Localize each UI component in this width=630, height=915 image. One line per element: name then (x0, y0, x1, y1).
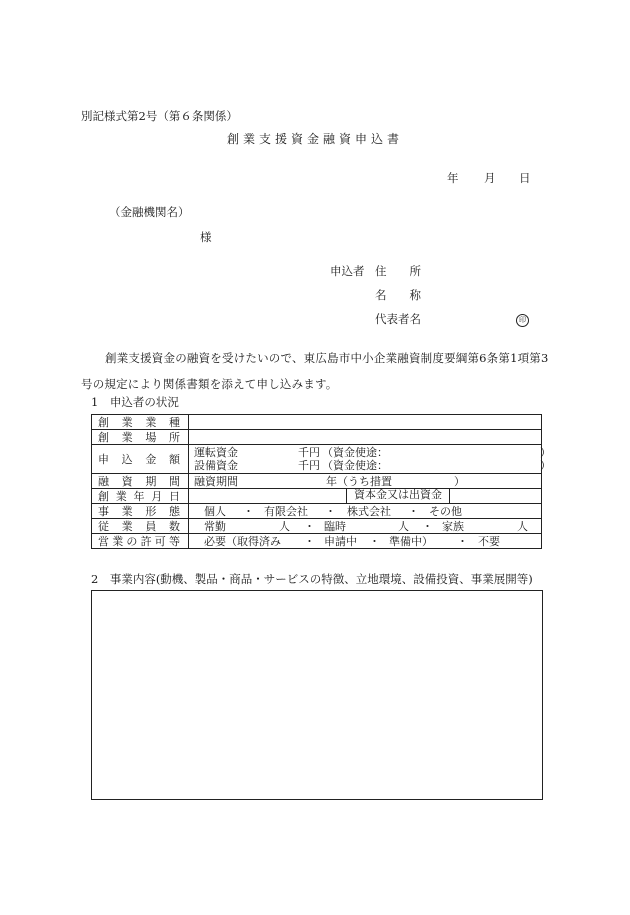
permit-label: 営業の許可等 (92, 534, 189, 549)
permit-applying-label[interactable]: 申請中 (324, 535, 357, 548)
employees-family-label: 家族 (442, 520, 464, 533)
location-field[interactable] (189, 430, 542, 445)
permit-needed-label[interactable]: 必要（取得済み (204, 535, 281, 548)
founded-field[interactable] (189, 489, 542, 504)
date-day-label: 日 (519, 171, 531, 185)
form-option-limited[interactable]: 有限会社 (264, 505, 308, 518)
employees-regular-label: 常勤 (204, 520, 226, 533)
operating-use-close: ） (540, 446, 551, 459)
founded-label: 創業年月日 (92, 489, 189, 504)
employees-temporary-label: 臨時 (324, 520, 346, 533)
table-row (92, 489, 542, 504)
operating-funds-label: 運転資金 (194, 446, 238, 459)
business-type-field[interactable] (189, 415, 542, 430)
equipment-unit: 千円 (298, 459, 320, 472)
table-row (92, 445, 542, 474)
permit-preparing-label[interactable]: 準備中） (389, 535, 433, 548)
form-option-individual[interactable]: 個人 (204, 505, 226, 518)
permit-separator: ・ (457, 535, 468, 548)
employees-temporary-unit: 人 (398, 520, 409, 533)
form-option-corporation[interactable]: 株式会社 (347, 505, 391, 518)
business-description-box[interactable] (91, 590, 543, 800)
document-title: 創業支援資金融資申込書 (226, 132, 403, 146)
employees-regular-unit: 人 (279, 520, 290, 533)
form-separator: ・ (325, 505, 336, 518)
period-close: ） (454, 475, 465, 488)
bank-name-label: （金融機関名） (109, 205, 190, 219)
amount-label: 申込金額 (92, 445, 189, 474)
table-row (92, 430, 542, 445)
equipment-use-close: ） (540, 459, 551, 472)
table-row (92, 415, 542, 430)
capital-label: 資本金又は出資金 (346, 488, 450, 503)
employees-separator: ・ (304, 520, 315, 533)
table-row (92, 519, 542, 534)
table-row (92, 474, 542, 489)
name-label: 名 称 (375, 288, 421, 302)
applicant-status-table (91, 414, 551, 549)
business-type-label: 創業業種 (92, 415, 189, 430)
permit-separator: ・ (369, 535, 380, 548)
employees-label: 従業員数 (92, 519, 189, 534)
section2-heading: 2 事業内容(動機、製品・商品・サービスの特徴、立地環境、設備投資、事業展開等) (91, 572, 533, 586)
honorific: 様 (200, 230, 212, 244)
operating-unit: 千円 (298, 446, 320, 459)
employees-family-unit: 人 (517, 520, 528, 533)
permit-not-needed-label[interactable]: 不要 (478, 535, 500, 548)
period-field[interactable] (189, 474, 542, 489)
seal-mark (516, 313, 529, 327)
table-row (92, 534, 542, 549)
application-statement: 創業支援資金の融資を受けたいので、東広島市中小企業融資制度要綱第6条第1項第3号の規定により関係書類を添えて申し込みます。 (81, 351, 549, 391)
equipment-funds-label: 設備資金 (194, 459, 238, 472)
form-option-other[interactable]: その他 (429, 505, 462, 518)
form-reference: 別記様式第2号（第６条関係） (81, 109, 238, 123)
representative-label: 代表者名 (375, 312, 421, 326)
date-month-label: 月 (484, 171, 496, 185)
date-year-label: 年 (447, 171, 459, 185)
employees-separator: ・ (422, 520, 433, 533)
section1-heading: 1 申込者の状況 (91, 395, 179, 409)
business-form-field[interactable] (189, 504, 542, 519)
address-label: 住 所 (375, 264, 421, 278)
business-form-label: 事業形態 (92, 504, 189, 519)
period-label: 融資期間 (92, 474, 189, 489)
form-separator: ・ (243, 505, 254, 518)
permit-separator: ・ (304, 535, 315, 548)
applicant-label: 申込者 (330, 264, 365, 278)
operating-use-label: （資金使途： (322, 446, 388, 459)
period-year-label: 年（うち措置 (326, 475, 392, 488)
seal-icon: 印 (516, 314, 529, 327)
employees-field[interactable] (189, 519, 542, 534)
period-sub-label: 融資期間 (194, 475, 238, 488)
amount-field[interactable] (189, 445, 551, 474)
table-row (92, 504, 542, 519)
equipment-use-label: （資金使途： (322, 459, 388, 472)
location-label: 創業場所 (92, 430, 189, 445)
permit-field[interactable] (189, 534, 542, 549)
form-separator: ・ (408, 505, 419, 518)
